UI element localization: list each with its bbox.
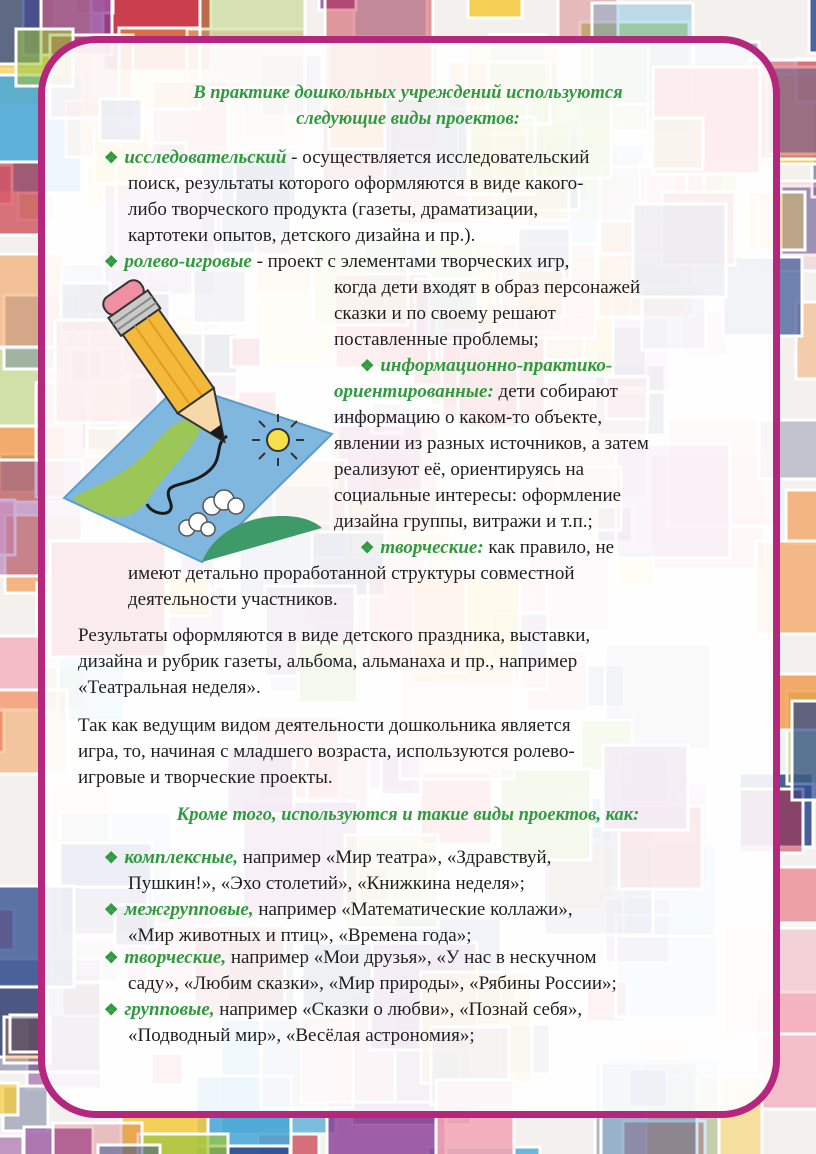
list-item-role-play: ❖ ролево-игровые - проект с элементами творческих игр, — [104, 251, 570, 272]
text-line: дизайна группы, витражи и т.п.; — [334, 511, 593, 532]
background-square — [0, 1136, 23, 1154]
list-item-creative-2: ❖ творческие, например «Мои друзья», «У нас в нескучном — [104, 947, 597, 968]
paragraph-line: дизайна и рубрик газеты, альбома, альманаха и пр., например — [78, 651, 578, 672]
text-line: ориентированные: дети собирают — [334, 381, 618, 402]
text-line: социальные интересы: оформление — [334, 485, 622, 506]
text-line: картотеки опытов, детского дизайна и пр.). — [128, 225, 476, 246]
text-line: либо творческого продукта (газеты, драматизации, — [128, 199, 539, 220]
pencil-drawing-illustration — [52, 266, 352, 566]
diamond-bullet-icon: ❖ — [104, 150, 119, 167]
paragraph-line: «Театральная неделя». — [78, 677, 261, 698]
paragraph-line: игра, то, начиная с младшего возраста, используются ролево- — [78, 741, 575, 762]
text-line: имеют детально проработанной структуры совместной — [128, 563, 575, 584]
list-item-intergroup: ❖ межгрупповые, например «Математические коллажи», — [104, 899, 573, 920]
text-line: «Мир животных и птиц», «Времена года»; — [128, 925, 472, 946]
text-line: реализуют её, ориентируясь на — [334, 459, 585, 480]
paragraph-line: Так как ведущим видом деятельности дошкольника является — [78, 715, 571, 736]
paragraph-line: игровые и творческие проекты. — [78, 767, 333, 788]
text-line: Пушкин!», «Эхо столетий», «Книжкина неделя»; — [128, 873, 525, 894]
background-square — [98, 1145, 160, 1154]
text-line: саду», «Любим сказки», «Мир природы», «Рябины России»; — [128, 973, 617, 994]
background-square — [809, 0, 816, 53]
diamond-bullet-icon: ❖ — [104, 850, 119, 867]
text-line: деятельности участников. — [128, 589, 338, 610]
list-item-research: ❖ исследовательский - осуществляется исследовательский — [104, 147, 590, 168]
background-square — [786, 490, 816, 544]
subheading: Кроме того, используются и такие виды проектов, как: — [176, 805, 640, 825]
paragraph-line: Результаты оформляются в виде детского праздника, выставки, — [78, 625, 591, 646]
list-item-complex: ❖ комплексные, например «Мир театра», «Здравствуй, — [104, 847, 552, 868]
text-line: сказки и по своему решают — [334, 303, 556, 324]
diamond-bullet-icon: ❖ — [104, 950, 119, 967]
text-line: поиск, результаты которого оформляются в виде какого- — [128, 173, 584, 194]
text-line: явлении из разных источников, а затем — [334, 433, 649, 454]
background-square — [777, 867, 816, 923]
list-item-group: ❖ групповые, например «Сказки о любви», «Познай себя», — [104, 999, 583, 1020]
diamond-bullet-icon: ❖ — [104, 254, 119, 271]
diamond-bullet-icon: ❖ — [104, 1002, 119, 1019]
text-line: информацию о каком-то объекте, — [334, 407, 603, 428]
heading-line-2: следующие виды проектов: — [296, 109, 520, 129]
diamond-bullet-icon: ❖ — [360, 540, 375, 557]
diamond-bullet-icon: ❖ — [360, 358, 375, 375]
text-line: «Подводный мир», «Весёлая астрономия»; — [128, 1025, 475, 1046]
text-line: поставленные проблемы; — [334, 329, 539, 350]
heading-line-1: В практике дошкольных учреждений используются — [193, 83, 623, 103]
diamond-bullet-icon: ❖ — [104, 902, 119, 919]
list-item-info-practice: ❖ информационно-практико- — [360, 355, 613, 376]
list-item-creative: ❖ творческие: как правило, не — [360, 537, 615, 558]
background-square — [468, 0, 522, 18]
background-square — [792, 701, 816, 800]
background-square — [0, 162, 41, 235]
background-square — [0, 1083, 18, 1115]
text-line: когда дети входят в образ персонажей — [334, 277, 641, 298]
